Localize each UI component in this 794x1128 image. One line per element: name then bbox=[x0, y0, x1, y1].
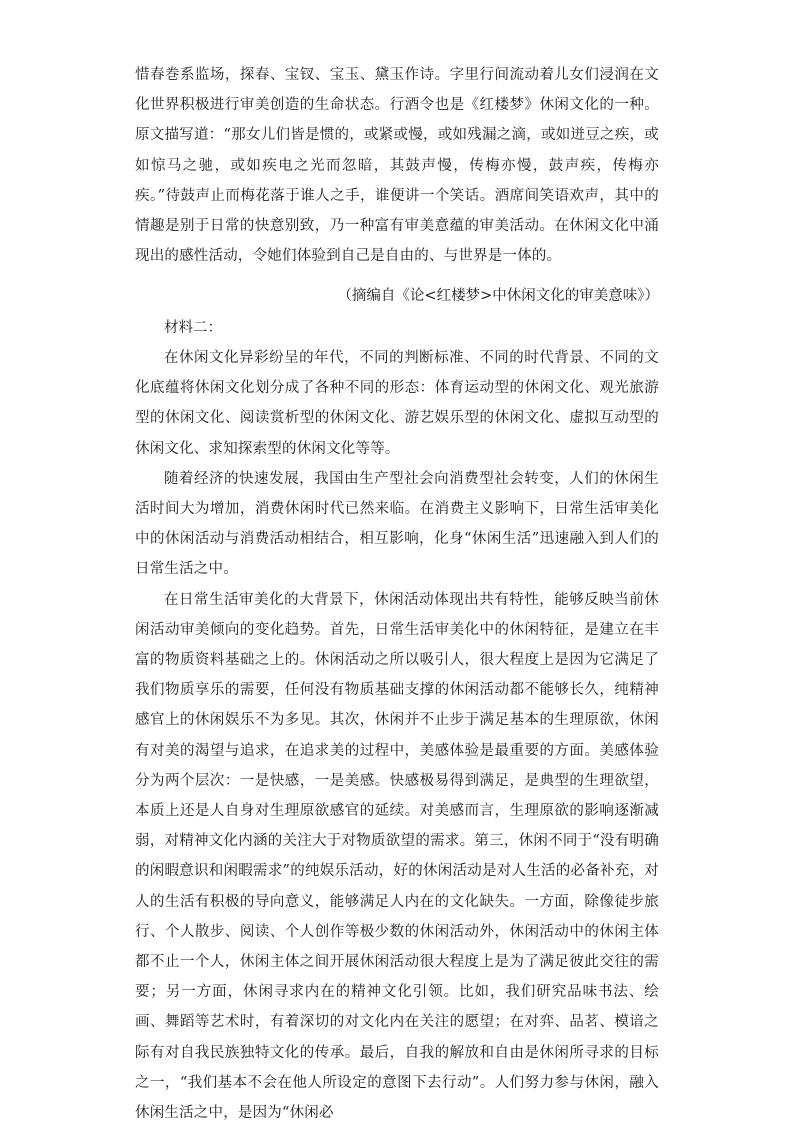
material2-heading: 材料二： bbox=[164, 320, 222, 336]
material2-paragraph-1: 在休闲文化异彩纷呈的年代，不同的判断标准、不同的时代背景、不同的文化底蕴将休闲文化划分成了各种不同的形态：体育运动型的休闲文化、观光旅游型的休闲文化、阅读赏析型的休闲文化、游艺娱乐型的休闲文化、虚拟互动型的休闲文化、求知探索型的休闲文化等等。 bbox=[135, 350, 659, 457]
material2-body bbox=[135, 343, 659, 1128]
source-citation: （摘编自《论<红楼梦>中休闲文化的审美意味》） bbox=[337, 288, 659, 304]
continuation-paragraph: 惜春巻系监场，探春、宝钗、宝玉、黛玉作诗。字里行间流动着儿女们浸润在文化世界积极进行审美创造的生命状态。行酒令也是《红楼梦》休闲文化的一种。原文描写道：“那女儿们皆是惯的，或紧或慢，或如残漏之滴，或如迸豆之疾，或如惊马之驰，或如疾电之光而忽暗，其鼓声慢，传梅亦慢，鼓声疾，传梅亦疾。”待鼓声止而梅花落于谁人之手，谁便讲一个笑话。酒席间笑语欢声，其中的情趣是别于日常的快意别致，乃一种富有审美意蕴的审美活动。在休闲文化中涌现出的感性活动，令她们体验到自己是自由的、与世界是一体的。 bbox=[135, 67, 659, 265]
material1-continuation bbox=[135, 60, 659, 271]
material2-paragraph-3: 在日常生活审美化的大背景下，休闲活动体现出共有特性，能够反映当前休闲活动审美倾向的变化趋势。首先，日常生活审美化中的休闲特征，是建立在丰富的物质资料基础之上的。休闲活动之所以吸引人，很大程度上是因为它满足了我们物质享乐的需要，任何没有物质基础支撑的休闲活动都不能够长久，纯精神感官上的休闲娱乐不为多见。其次，休闲并不止步于满足基本的生理原欲，休闲有对美的渴望与追求，在追求美的过程中，美感体验是最重要的方面。美感体验分为两个层次：一是快感，一是美感。快感极易得到满足，是典型的生理欲望，本质上还是人自身对生理原欲感官的延续。对美感而言，生理原欲的影响逐渐减弱，对精神文化内涵的关注大于对物质欲望的需求。第三，休闲不同于“没有明确的闲暇意识和闲暇需求”的纯娱乐活动，好的休闲活动是对人生活的必备补充，对人的生活有积极的导向意义，能够满足人内在的文化缺失。一方面，除像徒步旅行、个人散步、阅读、个人创作等极少数的休闲活动外，休闲活动中的休闲主体都不止一个人，休闲主体之间开展休闲活动很大程度上是为了满足彼此交往的需要；另一方面，休闲寻求内在的精神文化引领。比如，我们研究品味书法、绘画、舞蹈等艺术时，有着深切的对文化内在关注的愿望；在对弈、品茗、模谙之际有对自我民族独特文化的传承。最后，自我的解放和自由是休闲所寻求的目标之一，“我们基本不会在他人所设定的意图下去行动”。人们努力参与休闲，融入休闲生活之中，是因为“休闲必 bbox=[135, 591, 659, 1122]
material2-paragraph-2: 随着经济的快速发展，我国由生产型社会向消费型社会转变，人们的休闲生活时间大为增加，消费休闲时代已然来临。在消费主义影响下，日常生活审美化中的休闲活动与消费活动相结合，相互影响，化身“休闲生活”迅速融入到人们的日常生活之中。 bbox=[135, 470, 659, 578]
